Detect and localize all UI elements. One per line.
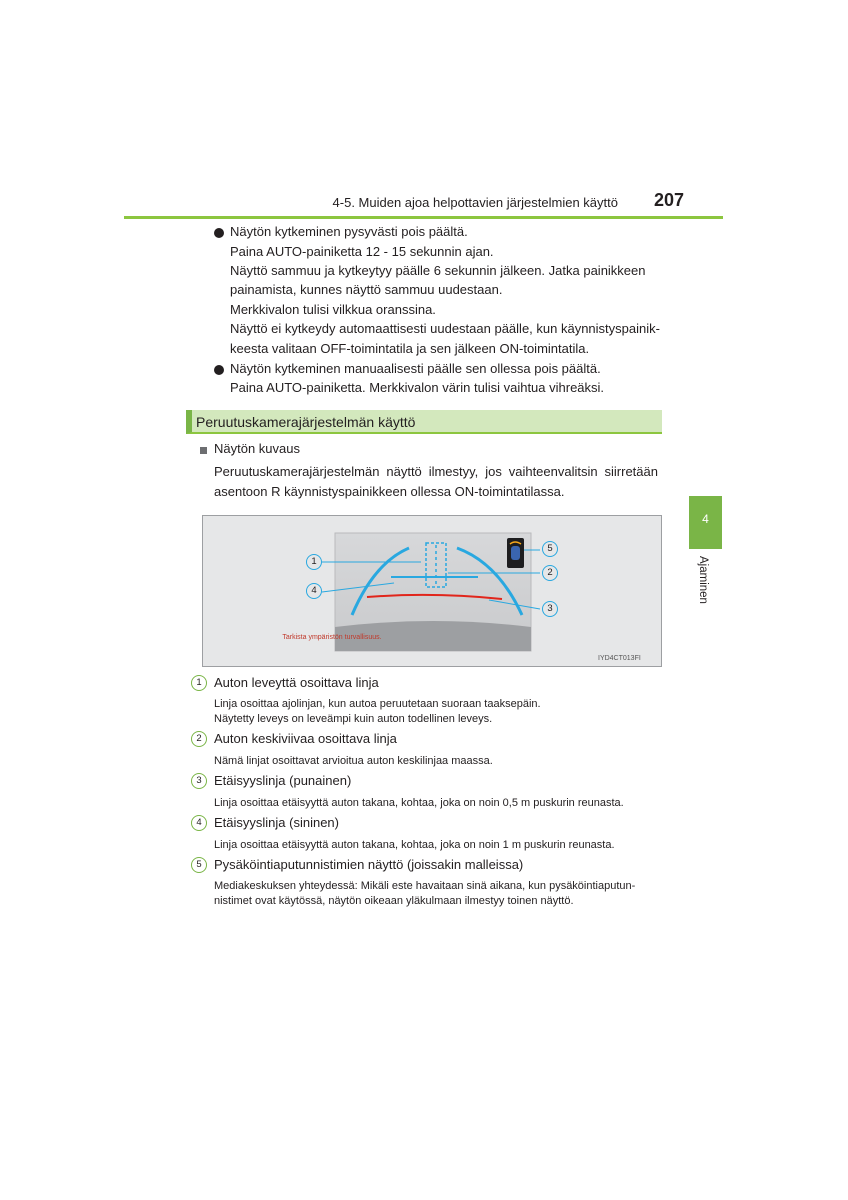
section-body-line: asentoon R käynnistyspainikkeen ollessa ON-toimintatilassa.: [214, 484, 565, 499]
chapter-label: [673, 556, 733, 616]
item-desc: Nämä linjat osoittavat arvioitua auton keskilinjaa maassa.: [214, 755, 493, 767]
bullet-line: painamista, kunnes näyttö sammuu uudestaan.: [230, 282, 503, 297]
callout-2: 2: [542, 565, 558, 581]
bullet-line: keesta valitaan OFF-toimintatila ja sen jälkeen ON-toimintatila.: [230, 341, 590, 356]
subheading: Näytön kuvaus: [214, 441, 300, 456]
callout-4: 4: [306, 583, 322, 599]
bullet-line: Paina AUTO-painiketta. Merkkivalon värin tulisi vaihtua vihreäksi.: [230, 380, 605, 395]
figure-id: IYD4CT013FI: [598, 655, 641, 662]
bullet-title: Näytön kytkeminen pysyvästi pois päältä.: [230, 224, 468, 239]
screen-caption: Tarkista ympäristön turvallisuus.: [282, 634, 382, 641]
item-number-circle: 4: [191, 815, 207, 831]
item-number-circle: 1: [191, 675, 207, 691]
bullet-dot: [214, 228, 224, 238]
bullet-line: Merkkivalon tulisi vilkkua oranssina.: [230, 302, 436, 317]
bullet-line: Paina AUTO-painiketta 12 - 15 sekunnin ajan.: [230, 244, 494, 259]
item-desc: Linja osoittaa ajolinjan, kun autoa peruutetaan suoraan taaksepäin.: [214, 698, 541, 710]
item-desc: Mediakeskuksen yhteydessä: Mikäli este havaitaan sinä aikana, kun pysäköintiaputun-: [214, 880, 636, 892]
item-desc: Näytetty leveys on leveämpi kuin auton todellinen leveys.: [214, 713, 493, 725]
chapter-tab: 4: [689, 496, 722, 549]
bullet-line: Näyttö ei kytkeydy automaattisesti uudestaan päälle, kun käynnistyspainik-: [230, 321, 660, 336]
header-rule: [124, 216, 723, 219]
bullet-dot: [214, 365, 224, 375]
item-title: Pysäköintiaputunnistimien näyttö (joissakin malleissa): [214, 857, 524, 872]
item-desc: Linja osoittaa etäisyyttä auton takana, kohtaa, joka on noin 0,5 m puskurin reunasta.: [214, 797, 624, 809]
bullet-line: Näyttö sammuu ja kytkeytyy päälle 6 sekunnin jälkeen. Jatka painikkeen: [230, 263, 646, 278]
item-title: Etäisyyslinja (punainen): [214, 773, 352, 788]
section-body-line: Peruutuskamerajärjestelmän näyttö ilmestyy, jos vaihteenvalitsin siirretään: [214, 464, 658, 479]
item-desc: nistimet ovat käytössä, näytön oikeaan yläkulmaan ilmestyy toinen näyttö.: [214, 895, 574, 907]
section-title: Peruutuskamerajärjestelmän käyttö: [196, 414, 416, 430]
running-header-title: 4-5. Muiden ajoa helpottavien järjestelmien käyttö: [332, 195, 618, 210]
item-number-circle: 3: [191, 773, 207, 789]
item-title: Auton keskiviivaa osoittava linja: [214, 731, 397, 746]
bullet-title: Näytön kytkeminen manuaalisesti päälle sen ollessa pois päältä.: [230, 361, 601, 376]
callout-3: 3: [542, 601, 558, 617]
item-desc: Linja osoittaa etäisyyttä auton takana, kohtaa, joka on noin 1 m puskurin reunasta.: [214, 839, 615, 851]
item-number-circle: 5: [191, 857, 207, 873]
item-title: Etäisyyslinja (sininen): [214, 815, 339, 830]
page-number: 207: [653, 190, 684, 210]
callout-5: 5: [542, 541, 558, 557]
item-title: Auton leveyttä osoittava linja: [214, 675, 379, 690]
camera-display-illustration: [202, 515, 662, 667]
item-number-circle: 2: [191, 731, 207, 747]
chapter-label-text: Ajaminen: [697, 556, 709, 604]
callout-1: 1: [306, 554, 322, 570]
square-bullet: [200, 447, 207, 454]
